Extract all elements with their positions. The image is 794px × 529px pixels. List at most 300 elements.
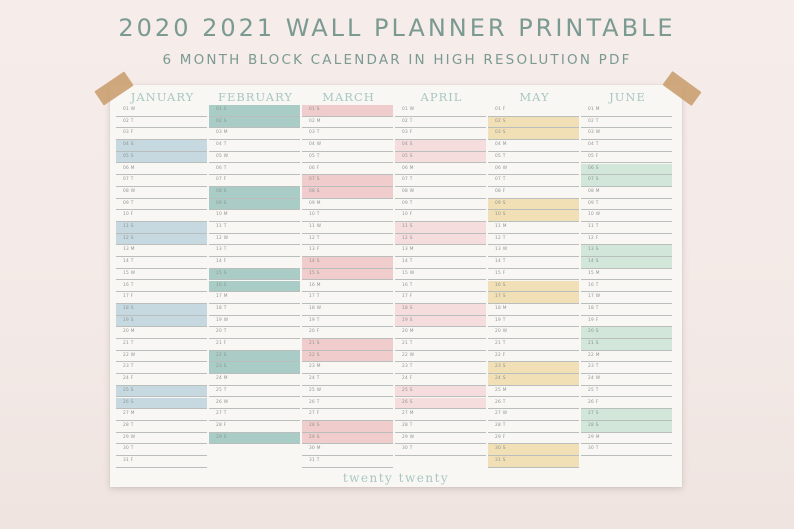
day-row-june-20[interactable]: [581, 327, 672, 339]
day-row-january-16[interactable]: [116, 281, 207, 293]
day-row-march-11[interactable]: [302, 222, 393, 234]
day-label: 18 T: [588, 305, 599, 311]
day-label: 12 W: [216, 235, 229, 241]
day-row-february-27[interactable]: [209, 409, 300, 421]
day-label: 13 M: [123, 247, 135, 253]
day-row-march-12[interactable]: [302, 234, 393, 246]
day-row-january-26[interactable]: [116, 398, 207, 410]
day-label: 02 S: [216, 118, 227, 124]
day-label: 26 T: [495, 399, 506, 405]
day-label: 15 S: [309, 270, 320, 276]
day-row-january-11[interactable]: [116, 222, 207, 234]
day-label: 27 M: [123, 411, 135, 417]
day-row-april-16[interactable]: [395, 281, 486, 293]
day-label: 05 T: [495, 153, 506, 159]
day-row-may-24[interactable]: [488, 374, 579, 386]
day-label: 24 W: [588, 376, 601, 382]
day-label: 09 T: [402, 200, 413, 206]
day-row-january-1[interactable]: [116, 105, 207, 117]
day-row-june-8[interactable]: [581, 187, 672, 199]
day-row-january-23[interactable]: [116, 362, 207, 374]
day-label: 08 W: [123, 188, 136, 194]
day-row-may-5[interactable]: [488, 152, 579, 164]
day-row-january-5[interactable]: [116, 152, 207, 164]
day-row-june-11[interactable]: [581, 222, 672, 234]
day-row-january-14[interactable]: [116, 257, 207, 269]
day-row-february-9[interactable]: [209, 199, 300, 211]
day-row-january-18[interactable]: [116, 304, 207, 316]
day-label: 27 T: [216, 411, 227, 417]
day-label: 18 S: [123, 305, 134, 311]
day-label: 09 S: [216, 200, 227, 206]
day-row-june-25[interactable]: [581, 386, 672, 398]
day-label: 24 S: [495, 376, 506, 382]
day-row-may-1[interactable]: [488, 105, 579, 117]
day-row-january-30[interactable]: [116, 444, 207, 456]
day-label: 30 T: [123, 446, 134, 452]
day-row-may-17[interactable]: [488, 292, 579, 304]
day-row-march-14[interactable]: [302, 257, 393, 269]
day-row-june-13[interactable]: [581, 245, 672, 257]
day-row-april-27[interactable]: [395, 409, 486, 421]
day-label: 21 S: [588, 341, 599, 346]
day-row-april-2[interactable]: [395, 117, 486, 129]
day-row-february-4[interactable]: [209, 140, 300, 152]
day-row-may-16[interactable]: [488, 281, 579, 293]
day-row-february-1[interactable]: [209, 105, 300, 117]
day-label: 07 S: [309, 177, 320, 183]
day-label: 26 W: [216, 399, 229, 405]
day-row-april-21[interactable]: [395, 339, 486, 351]
day-row-april-11[interactable]: [395, 222, 486, 234]
day-label: 29 F: [495, 434, 506, 440]
day-label: 18 T: [216, 305, 227, 311]
day-label: 01 S: [309, 107, 320, 112]
day-label: 02 T: [123, 118, 134, 124]
day-row-june-27[interactable]: [581, 409, 672, 421]
day-label: 30 S: [495, 446, 506, 452]
day-label: 22 W: [123, 352, 136, 358]
day-row-february-20[interactable]: [209, 327, 300, 339]
day-row-april-24[interactable]: [395, 374, 486, 386]
day-label: 21 T: [495, 341, 506, 346]
day-row-april-15[interactable]: [395, 269, 486, 281]
day-row-may-19[interactable]: [488, 316, 579, 328]
day-row-june-17[interactable]: [581, 292, 672, 304]
day-row-may-9[interactable]: [488, 199, 579, 211]
day-row-january-7[interactable]: [116, 175, 207, 187]
day-row-march-7[interactable]: [302, 175, 393, 187]
day-row-march-17[interactable]: [302, 292, 393, 304]
day-row-june-16[interactable]: [581, 281, 672, 293]
day-row-february-15[interactable]: [209, 269, 300, 281]
day-label: 20 M: [402, 329, 414, 335]
day-row-june-24[interactable]: [581, 374, 672, 386]
day-label: 16 S: [216, 282, 227, 288]
day-row-june-7[interactable]: [581, 175, 672, 187]
month-header-april: APRIL: [420, 90, 463, 104]
day-row-february-28[interactable]: [209, 421, 300, 433]
month-header-march: MARCH: [322, 90, 375, 104]
day-label: 19 T: [495, 317, 506, 323]
day-row-march-6[interactable]: [302, 164, 393, 176]
day-label: 25 S: [123, 387, 134, 393]
day-label: 14 F: [216, 259, 227, 265]
day-row-june-10[interactable]: [581, 210, 672, 222]
day-row-january-6[interactable]: [116, 164, 207, 176]
day-label: 09 T: [588, 200, 599, 206]
day-row-february-29[interactable]: [209, 433, 300, 445]
day-label: 01 W: [123, 107, 136, 112]
day-row-april-8[interactable]: [395, 187, 486, 199]
day-label: 20 F: [309, 329, 320, 335]
day-label: 24 F: [123, 376, 134, 382]
day-label: 10 S: [495, 212, 506, 218]
day-row-june-2[interactable]: [581, 117, 672, 129]
day-label: 07 T: [495, 177, 506, 183]
day-row-may-11[interactable]: [488, 222, 579, 234]
day-row-january-22[interactable]: [116, 351, 207, 363]
day-row-march-29[interactable]: [302, 433, 393, 445]
day-row-april-25[interactable]: [395, 386, 486, 398]
day-row-february-25[interactable]: [209, 386, 300, 398]
day-row-march-21[interactable]: [302, 339, 393, 351]
day-row-may-18[interactable]: [488, 304, 579, 316]
day-label: 06 M: [123, 165, 135, 171]
day-row-january-21[interactable]: [116, 339, 207, 351]
day-row-january-8[interactable]: [116, 187, 207, 199]
day-row-march-31[interactable]: [302, 456, 393, 468]
day-row-june-4[interactable]: [581, 140, 672, 152]
day-row-may-7[interactable]: [488, 175, 579, 187]
day-label: 19 W: [216, 317, 229, 323]
day-label: 15 W: [123, 270, 136, 276]
day-label: 30 M: [309, 446, 321, 452]
day-row-may-15[interactable]: [488, 269, 579, 281]
day-row-april-9[interactable]: [395, 199, 486, 211]
day-label: 11 S: [402, 224, 413, 229]
day-row-march-1[interactable]: [302, 105, 393, 117]
day-row-april-29[interactable]: [395, 433, 486, 445]
day-label: 13 W: [495, 247, 508, 253]
day-label: 23 M: [309, 364, 321, 370]
day-label: 04 S: [402, 142, 413, 148]
day-row-june-21[interactable]: [581, 339, 672, 351]
day-row-march-15[interactable]: [302, 269, 393, 281]
day-label: 27 W: [495, 411, 508, 417]
day-row-january-2[interactable]: [116, 117, 207, 129]
day-label: 04 T: [588, 142, 599, 148]
day-label: 05 S: [123, 153, 134, 159]
day-row-april-19[interactable]: [395, 316, 486, 328]
day-row-april-14[interactable]: [395, 257, 486, 269]
day-label: 23 S: [216, 364, 227, 370]
day-label: 04 S: [123, 142, 134, 148]
day-row-june-6[interactable]: [581, 164, 672, 176]
day-row-march-24[interactable]: [302, 374, 393, 386]
day-label: 29 W: [402, 434, 415, 440]
day-row-march-26[interactable]: [302, 398, 393, 410]
day-label: 11 M: [495, 224, 507, 229]
day-label: 04 T: [216, 142, 227, 148]
day-label: 08 S: [216, 188, 227, 194]
day-label: 05 W: [216, 153, 229, 159]
day-row-june-3[interactable]: [581, 128, 672, 140]
month-header-may: MAY: [519, 90, 550, 104]
day-row-april-7[interactable]: [395, 175, 486, 187]
day-label: 24 M: [216, 376, 228, 382]
day-label: 16 T: [588, 282, 599, 288]
day-row-january-29[interactable]: [116, 433, 207, 445]
day-row-january-9[interactable]: [116, 199, 207, 211]
day-label: 08 W: [402, 188, 415, 194]
day-row-february-11[interactable]: [209, 222, 300, 234]
day-label: 15 S: [216, 270, 227, 276]
day-row-may-31[interactable]: [488, 456, 579, 468]
day-row-february-5[interactable]: [209, 152, 300, 164]
day-row-may-6[interactable]: [488, 164, 579, 176]
day-row-january-25[interactable]: [116, 386, 207, 398]
day-row-may-22[interactable]: [488, 351, 579, 363]
day-label: 06 S: [588, 165, 599, 171]
day-row-may-13[interactable]: [488, 245, 579, 257]
day-label: 12 F: [588, 235, 599, 241]
day-row-february-18[interactable]: [209, 304, 300, 316]
day-label: 23 T: [402, 364, 413, 370]
day-row-june-29[interactable]: [581, 433, 672, 445]
day-row-april-20[interactable]: [395, 327, 486, 339]
day-row-may-30[interactable]: [488, 444, 579, 456]
day-row-june-30[interactable]: [581, 444, 672, 456]
day-label: 19 S: [402, 317, 413, 323]
day-row-january-15[interactable]: [116, 269, 207, 281]
day-row-february-10[interactable]: [209, 210, 300, 222]
day-label: 01 F: [495, 107, 506, 112]
day-row-february-12[interactable]: [209, 234, 300, 246]
day-label: 21 F: [216, 341, 227, 346]
day-label: 29 S: [216, 434, 227, 440]
day-row-april-10[interactable]: [395, 210, 486, 222]
day-label: 17 S: [495, 294, 506, 300]
day-label: 16 M: [309, 282, 321, 288]
day-label: 19 T: [309, 317, 320, 323]
day-label: 17 T: [309, 294, 320, 300]
day-row-april-3[interactable]: [395, 128, 486, 140]
day-row-january-28[interactable]: [116, 421, 207, 433]
day-row-march-28[interactable]: [302, 421, 393, 433]
day-row-february-23[interactable]: [209, 362, 300, 374]
day-row-february-7[interactable]: [209, 175, 300, 187]
day-row-june-14[interactable]: [581, 257, 672, 269]
day-label: 31 T: [309, 458, 320, 463]
day-row-june-18[interactable]: [581, 304, 672, 316]
day-row-february-14[interactable]: [209, 257, 300, 269]
day-row-may-14[interactable]: [488, 257, 579, 269]
day-row-april-18[interactable]: [395, 304, 486, 316]
day-label: 27 F: [309, 411, 320, 417]
day-row-may-4[interactable]: [488, 140, 579, 152]
day-row-february-19[interactable]: [209, 316, 300, 328]
day-row-march-9[interactable]: [302, 199, 393, 211]
day-row-february-6[interactable]: [209, 164, 300, 176]
day-label: 09 S: [495, 200, 506, 206]
day-label: 09 T: [123, 200, 134, 206]
day-label: 17 F: [402, 294, 413, 300]
day-row-march-4[interactable]: [302, 140, 393, 152]
day-row-march-16[interactable]: [302, 281, 393, 293]
day-row-june-9[interactable]: [581, 199, 672, 211]
day-row-april-23[interactable]: [395, 362, 486, 374]
day-label: 05 T: [309, 153, 320, 159]
day-row-may-28[interactable]: [488, 421, 579, 433]
day-row-february-17[interactable]: [209, 292, 300, 304]
day-row-june-22[interactable]: [581, 351, 672, 363]
day-row-january-24[interactable]: [116, 374, 207, 386]
day-label: 30 T: [402, 446, 413, 452]
day-label: 16 T: [123, 282, 134, 288]
day-label: 11 W: [309, 224, 322, 229]
day-row-january-12[interactable]: [116, 234, 207, 246]
day-row-february-13[interactable]: [209, 245, 300, 257]
day-row-march-23[interactable]: [302, 362, 393, 374]
day-row-march-3[interactable]: [302, 128, 393, 140]
day-row-february-22[interactable]: [209, 351, 300, 363]
day-row-march-2[interactable]: [302, 117, 393, 129]
day-row-june-19[interactable]: [581, 316, 672, 328]
day-label: 15 W: [402, 270, 415, 276]
day-row-may-23[interactable]: [488, 362, 579, 374]
day-row-april-5[interactable]: [395, 152, 486, 164]
day-row-april-30[interactable]: [395, 444, 486, 456]
day-row-january-3[interactable]: [116, 128, 207, 140]
day-label: 13 T: [216, 247, 227, 253]
day-row-may-8[interactable]: [488, 187, 579, 199]
day-label: 01 M: [588, 107, 600, 112]
day-row-may-2[interactable]: [488, 117, 579, 129]
day-row-june-15[interactable]: [581, 269, 672, 281]
day-row-april-28[interactable]: [395, 421, 486, 433]
day-row-april-6[interactable]: [395, 164, 486, 176]
day-label: 25 S: [402, 387, 413, 393]
day-label: 17 W: [588, 294, 601, 300]
day-row-june-28[interactable]: [581, 421, 672, 433]
day-row-march-27[interactable]: [302, 409, 393, 421]
day-row-february-21[interactable]: [209, 339, 300, 351]
day-row-march-19[interactable]: [302, 316, 393, 328]
day-label: 22 M: [588, 352, 600, 358]
day-row-february-2[interactable]: [209, 117, 300, 129]
day-row-january-20[interactable]: [116, 327, 207, 339]
day-row-march-5[interactable]: [302, 152, 393, 164]
day-row-april-26[interactable]: [395, 398, 486, 410]
day-label: 23 T: [123, 364, 134, 370]
day-row-may-26[interactable]: [488, 398, 579, 410]
day-row-may-29[interactable]: [488, 433, 579, 445]
day-row-march-10[interactable]: [302, 210, 393, 222]
day-label: 01 S: [216, 107, 227, 112]
day-row-april-22[interactable]: [395, 351, 486, 363]
day-label: 28 F: [216, 422, 227, 428]
day-label: 03 F: [402, 130, 413, 136]
day-row-may-25[interactable]: [488, 386, 579, 398]
day-row-april-4[interactable]: [395, 140, 486, 152]
day-row-may-3[interactable]: [488, 128, 579, 140]
day-row-march-25[interactable]: [302, 386, 393, 398]
day-row-march-13[interactable]: [302, 245, 393, 257]
day-label: 03 S: [495, 130, 506, 136]
day-label: 16 S: [495, 282, 506, 288]
day-label: 10 T: [309, 212, 320, 218]
day-row-january-10[interactable]: [116, 210, 207, 222]
day-label: 16 T: [402, 282, 413, 288]
day-label: 23 S: [495, 364, 506, 370]
day-row-january-4[interactable]: [116, 140, 207, 152]
day-row-june-12[interactable]: [581, 234, 672, 246]
day-row-february-16[interactable]: [209, 281, 300, 293]
day-label: 20 M: [123, 329, 135, 335]
day-row-january-13[interactable]: [116, 245, 207, 257]
day-label: 05 F: [588, 153, 599, 159]
day-row-april-17[interactable]: [395, 292, 486, 304]
day-label: 04 W: [309, 142, 322, 148]
day-label: 09 M: [309, 200, 321, 206]
day-row-april-12[interactable]: [395, 234, 486, 246]
day-label: 05 S: [402, 153, 413, 159]
day-row-january-17[interactable]: [116, 292, 207, 304]
day-row-june-23[interactable]: [581, 362, 672, 374]
day-row-march-30[interactable]: [302, 444, 393, 456]
day-row-june-1[interactable]: [581, 105, 672, 117]
day-row-march-18[interactable]: [302, 304, 393, 316]
day-row-march-8[interactable]: [302, 187, 393, 199]
day-row-february-8[interactable]: [209, 187, 300, 199]
day-row-may-10[interactable]: [488, 210, 579, 222]
month-header-february: FEBRUARY: [217, 90, 294, 104]
day-label: 04 M: [495, 142, 507, 148]
day-row-june-5[interactable]: [581, 152, 672, 164]
day-label: 23 T: [588, 364, 599, 370]
day-label: 07 T: [402, 177, 413, 183]
day-row-june-26[interactable]: [581, 398, 672, 410]
day-row-may-27[interactable]: [488, 409, 579, 421]
day-label: 06 M: [402, 165, 414, 171]
day-row-march-20[interactable]: [302, 327, 393, 339]
day-label: 27 M: [402, 411, 414, 417]
day-row-april-1[interactable]: [395, 105, 486, 117]
day-row-january-27[interactable]: [116, 409, 207, 421]
day-label: 31 F: [123, 458, 134, 463]
day-label: 10 W: [588, 212, 601, 218]
day-label: 26 F: [588, 399, 599, 405]
day-row-february-24[interactable]: [209, 374, 300, 386]
day-row-may-12[interactable]: [488, 234, 579, 246]
day-row-january-31[interactable]: [116, 456, 207, 468]
day-label: 06 F: [309, 165, 320, 171]
day-label: 28 S: [588, 422, 599, 428]
day-row-february-3[interactable]: [209, 128, 300, 140]
day-label: 13 S: [588, 247, 599, 253]
day-label: 12 T: [309, 235, 320, 241]
day-row-february-26[interactable]: [209, 398, 300, 410]
day-row-january-19[interactable]: [116, 316, 207, 328]
month-header-january: JANUARY: [130, 90, 195, 104]
day-row-march-22[interactable]: [302, 351, 393, 363]
day-row-april-13[interactable]: [395, 245, 486, 257]
day-label: 06 T: [216, 165, 227, 171]
day-row-may-21[interactable]: [488, 339, 579, 351]
day-label: 25 T: [588, 387, 599, 393]
day-row-may-20[interactable]: [488, 327, 579, 339]
